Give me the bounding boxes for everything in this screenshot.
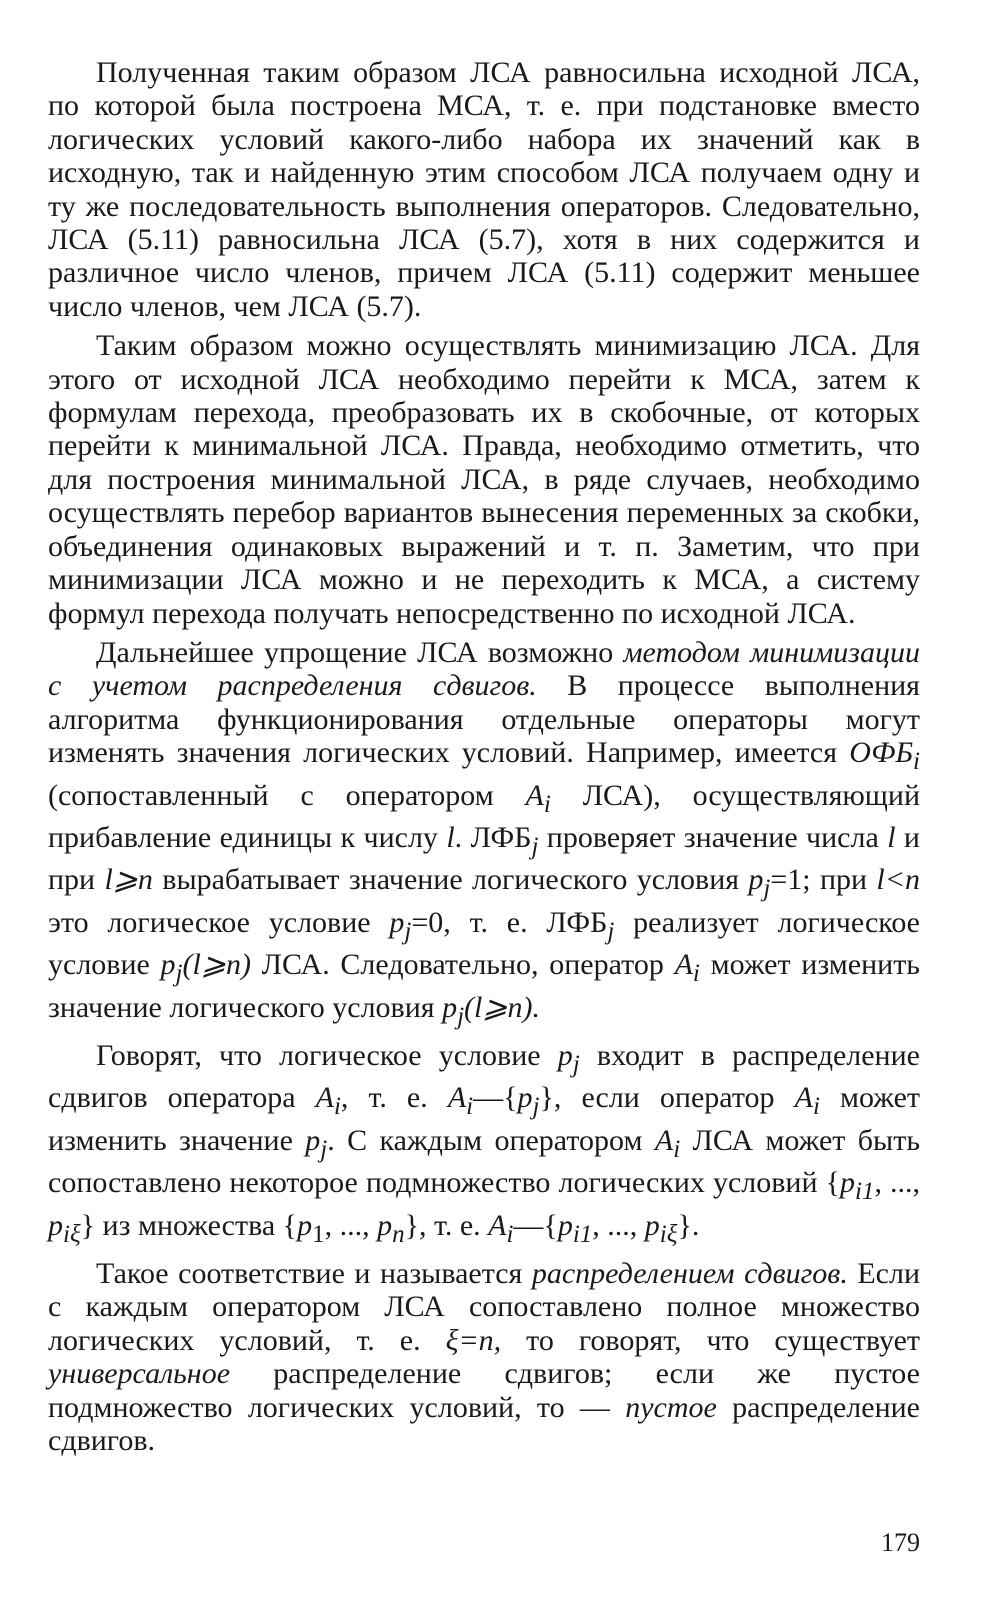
text-segment: j <box>175 960 183 988</box>
text-segment: распределением сдвигов. <box>531 1257 848 1290</box>
paragraph-3 <box>48 636 920 1033</box>
paragraph-5 <box>48 1257 920 1457</box>
text-segment: p <box>377 1208 393 1242</box>
text-segment: , ..., <box>592 1208 645 1242</box>
text-segment: i <box>692 960 700 988</box>
text-segment: может изменить значение логического условия <box>48 948 920 1024</box>
text-segment: Говорят, что логическое условие <box>96 1038 558 1072</box>
text-segment: j <box>572 1050 580 1078</box>
text-segment: Такое соответствие и называется <box>96 1257 532 1290</box>
text-segment: }, если оператор <box>539 1081 795 1115</box>
text-segment: i <box>673 1135 681 1163</box>
text-segment: вырабатывает значение логического условия <box>152 863 749 897</box>
text-segment: (l⩾n). <box>464 990 540 1024</box>
document-page <box>48 56 920 1463</box>
text-segment: i1 <box>854 1178 875 1206</box>
text-segment: i1 <box>572 1220 593 1248</box>
text-segment: iξ <box>63 1220 81 1248</box>
text-segment: j <box>532 1093 540 1121</box>
text-segment: p <box>748 863 764 897</box>
text-segment: l<n <box>876 863 920 897</box>
text-segment: A <box>488 1208 507 1242</box>
text-segment: проверяет значение числа <box>538 820 888 854</box>
text-segment: j <box>457 1002 465 1030</box>
text-segment: l⩾n <box>104 863 153 897</box>
text-segment: A <box>654 1123 674 1157</box>
text-segment: универсальное <box>48 1357 231 1391</box>
text-segment: (l⩾n) <box>182 948 251 982</box>
text-segment: ЛСА может быть сопоставлено некоторое подмножество логических условий { <box>48 1123 920 1200</box>
text-segment: i <box>506 1220 514 1248</box>
text-segment: p <box>48 1208 63 1242</box>
text-segment: j <box>531 832 539 860</box>
text-segment: A <box>794 1081 813 1115</box>
text-segment: Дальнейшее упрощение ЛСА возможно <box>96 635 624 669</box>
text-segment: ЛСА. Следовательно, оператор <box>250 948 675 982</box>
text-segment: p <box>517 1081 533 1115</box>
text-segment: p <box>305 1123 321 1157</box>
text-segment: p <box>297 1208 313 1242</box>
text-segment: A <box>674 948 693 982</box>
text-segment: }. <box>677 1208 700 1242</box>
paragraph-4 <box>48 1039 920 1251</box>
text-segment: j <box>763 875 771 903</box>
text-segment: =0, т. е. ЛФБ <box>411 905 608 939</box>
text-segment: может изменить значение <box>48 1081 920 1157</box>
text-segment: i <box>333 1093 341 1121</box>
text-segment: p <box>160 948 176 982</box>
text-segment: l <box>887 820 896 854</box>
text-segment: i <box>812 1093 820 1121</box>
text-segment: (сопоставленный с оператором <box>48 778 526 812</box>
text-segment: p <box>557 1038 573 1072</box>
text-segment: p <box>389 905 405 939</box>
text-segment: j <box>607 917 615 945</box>
text-segment: l <box>446 820 455 854</box>
text-segment: реализует логическое условие <box>48 905 920 982</box>
text-segment: p <box>557 1208 573 1242</box>
text-segment: Если с каждым оператором ЛСА сопоставлено полное множество логических условий, т. е. <box>48 1257 920 1357</box>
text-segment: распределение сдвигов. <box>48 1390 920 1458</box>
text-segment: это логическое условие <box>48 905 390 939</box>
text-segment: и при <box>48 820 920 897</box>
text-segment: iξ <box>659 1220 678 1248</box>
text-segment: то говорят, что существует <box>501 1323 920 1357</box>
text-segment: }, т. е. <box>404 1208 489 1242</box>
text-segment: ОФБ <box>849 736 914 770</box>
text-segment: ξ=n, <box>445 1323 502 1357</box>
paragraph-2 <box>48 329 920 630</box>
text-segment: . С каждым оператором <box>327 1123 655 1157</box>
text-segment: пустое <box>625 1390 717 1424</box>
text-segment: i <box>466 1093 474 1121</box>
text-segment: В процессе выполнения алгоритма функционирования отдельные операторы могут изменять значения логических условий. Например, имеется <box>48 669 920 770</box>
text-segment: i <box>543 790 551 818</box>
paragraph-1 <box>48 56 920 323</box>
text-segment: , ..., <box>874 1166 920 1200</box>
text-segment: p <box>442 990 458 1024</box>
text-segment: p <box>839 1166 855 1200</box>
text-segment: i <box>913 748 920 776</box>
text-segment: 1 <box>312 1220 325 1248</box>
text-segment: A <box>525 778 544 812</box>
text-segment: } из множества { <box>80 1208 298 1242</box>
text-segment: . ЛФБ <box>454 820 532 854</box>
text-segment: n <box>392 1220 405 1248</box>
text-segment: j <box>404 917 412 945</box>
text-segment: , т. е. <box>340 1081 448 1115</box>
text-segment: A <box>315 1081 334 1115</box>
text-segment: p <box>644 1208 660 1242</box>
text-segment: Полученная таким образом ЛСА равносильна исходной ЛСА, по которой была построена МСА, т. е. при подстановке вместо логических условий какого-либо набора их значений как в исходную, так и найденную этим способом ЛСА получаем одну и ту же последовательность выполнения операторов. Следовательно, ЛСА (5.11) равносильна ЛСА (5.7), хотя в них содержится и различное число членов, причем ЛСА (5.11) содержит меньшее число членов, чем ЛСА (5.7). <box>48 56 920 323</box>
text-segment: j <box>320 1135 328 1163</box>
text-segment: —{ <box>473 1081 518 1115</box>
text-segment: A <box>447 1081 467 1115</box>
text-segment: распределение сдвигов; если же пустое подмножество логических условий, то — <box>48 1357 920 1424</box>
text-segment: ЛСА), осуществляющий прибавление единицы к числу <box>48 778 920 854</box>
page-number: 179 <box>881 1528 920 1557</box>
text-segment: методом минимизации с учетом распределения сдвигов. <box>48 635 920 703</box>
text-segment: —{ <box>513 1208 558 1242</box>
text-segment: =1; при <box>770 863 877 897</box>
text-segment: Таким образом можно осуществлять минимизацию ЛСА. Для этого от исходной ЛСА необходимо перейти к МСА, затем к формулам перехода, преобразовать их в скобочные, от которых перейти к минимальной ЛСА. Правда, необходимо отметить, что для построения минимальной ЛСА, в ряде случаев, необходимо осуществлять перебор вариантов вынесения переменных за скобки, объединения одинаковых выражений и т. п. Заметим, что при минимизации ЛСА можно и не переходить к МСА, а систему формул перехода получать непосредственно по исходной ЛСА. <box>48 329 920 630</box>
text-segment: , ..., <box>324 1208 378 1242</box>
text-segment: входит в распределение сдвигов оператора <box>48 1038 920 1115</box>
